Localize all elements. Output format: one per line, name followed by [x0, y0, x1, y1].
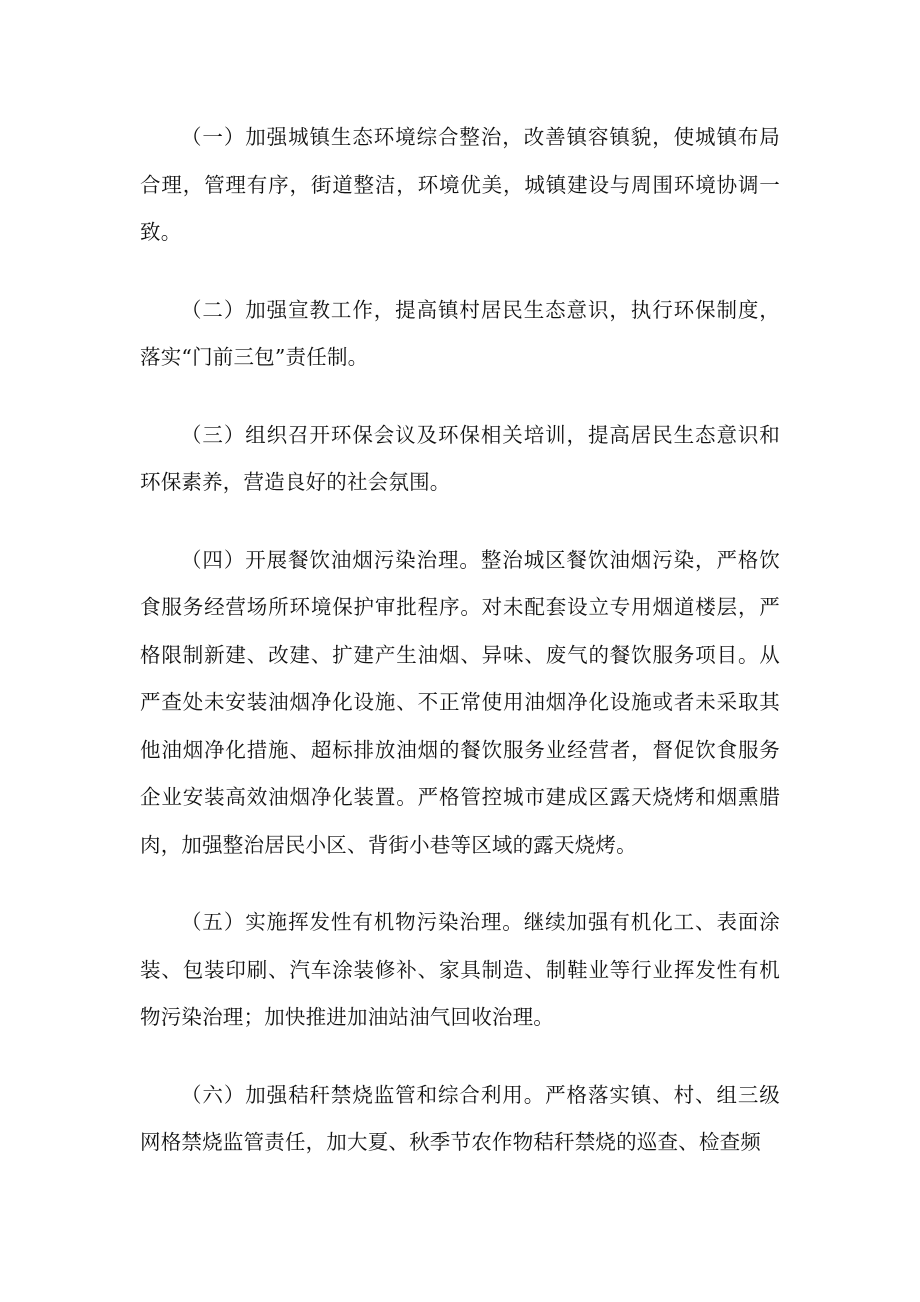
paragraph-gap	[140, 257, 780, 287]
paragraph-4: （四）开展餐饮油烟污染治理。整治城区餐饮油烟污染，严格饮食服务经营场所环境保护审批程序。对未配套设立专用烟道楼层，严格限制新建、改建、扩建产生油烟、异味、废气的餐饮服务项目。从严查处未安装油烟净化设施、不正常使用油烟净化设施或者未采取其他油烟净化措施、超标排放油烟的餐饮服务业经营者，督促饮食服务企业安装高效油烟净化装置。严格管控城市建成区露天烧烤和烟熏腊肉，加强整治居民小区、背街小巷等区域的露天烧烤。	[140, 547, 780, 857]
paragraph-1: （一）加强城镇生态环境综合整治，改善镇容镇貌，使城镇布局合理，管理有序，街道整洁，环境优美，城镇建设与周围环境协调一致。	[140, 125, 780, 244]
paragraph-gap	[140, 1042, 780, 1072]
paragraph-2: （二）加强宣教工作，提高镇村居民生态意识，执行环保制度，落实“门前三包”责任制。	[140, 297, 780, 369]
paragraph-gap	[140, 507, 780, 537]
document-body	[140, 114, 780, 1167]
paragraph-gap	[140, 869, 780, 899]
paragraph-6: （六）加强秸秆禁烧监管和综合利用。严格落实镇、村、组三级网格禁烧监管责任，加大夏、秋季节农作物秸秆禁烧的巡查、检查频	[140, 1082, 780, 1154]
paragraph-5: （五）实施挥发性有机物污染治理。继续加强有机化工、表面涂装、包装印刷、汽车涂装修补、家具制造、制鞋业等行业挥发性有机物污染治理；加快推进加油站油气回收治理。	[140, 910, 780, 1029]
paragraph-gap	[140, 382, 780, 412]
paragraph-3: （三）组织召开环保会议及环保相关培训，提高居民生态意识和环保素养，营造良好的社会氛围。	[140, 422, 780, 494]
